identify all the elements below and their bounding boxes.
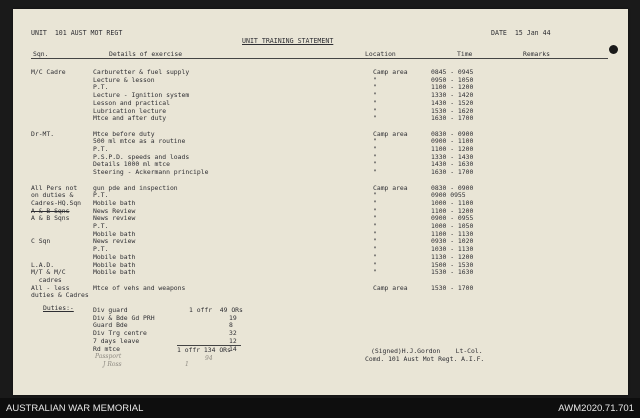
row-sqn: A & B Sqns	[31, 206, 70, 215]
punch-hole	[609, 45, 618, 54]
row-location: "	[373, 83, 377, 92]
duty-name: Div & Bde Gd PRH	[93, 313, 155, 322]
row-time: 1100 - 1130	[431, 229, 474, 238]
row-time: 1000 - 1100	[431, 198, 474, 207]
row-time: 0830 - 0900	[431, 183, 474, 192]
row-detail: Mobile bath	[93, 260, 136, 269]
row-sqn: Dr-MT.	[31, 129, 55, 138]
row-time: 0930 - 1020	[431, 237, 474, 246]
row-location: "	[373, 237, 377, 246]
row-time: 1330 - 1430	[431, 152, 474, 161]
row-detail: Mtce before duty	[93, 129, 155, 138]
row-time: 1630 - 1700	[431, 114, 474, 123]
row-time: 1330 - 1420	[431, 91, 474, 100]
row-time: 1100 - 1200	[431, 83, 474, 92]
row-time: 0900 - 1100	[431, 137, 474, 146]
row-detail: Details 1000 ml mtce	[93, 160, 170, 169]
row-location: "	[373, 114, 377, 123]
row-location: "	[373, 160, 377, 169]
row-sqn: L.A.D.	[31, 260, 55, 269]
row-time: 1500 - 1530	[431, 260, 474, 269]
row-sqn: C Sqn	[31, 237, 51, 246]
row-detail: P.T.	[93, 245, 109, 254]
row-time: 0830 - 0900	[431, 129, 474, 138]
signature-line-2: Comd. 101 Aust Mot Regt. A.I.F.	[365, 355, 485, 363]
duty-quantity: 32	[229, 329, 237, 338]
row-detail: P.S.P.D. speeds and loads	[93, 152, 190, 161]
row-detail: 500 ml mtce as a routine	[93, 137, 186, 146]
archive-footer	[0, 398, 640, 418]
row-detail: P.T.	[93, 191, 109, 200]
row-location: "	[373, 229, 377, 238]
row-detail: Mobile bath	[93, 268, 136, 277]
col-sqn: Sqn.	[33, 50, 49, 58]
statement-title: UNIT TRAINING STATEMENT	[242, 37, 334, 45]
document-page	[13, 9, 628, 395]
col-location: Location	[365, 50, 396, 58]
row-detail: News review	[93, 214, 136, 223]
row-time: 1430 - 1630	[431, 160, 474, 169]
row-sqn: cadres	[31, 275, 62, 284]
row-detail: Lecture & lesson	[93, 75, 155, 84]
row-location: "	[373, 214, 377, 223]
date-heading: DATE 15 Jan 44	[491, 29, 551, 37]
row-location: "	[373, 145, 377, 153]
row-detail: Steering - Ackermann principle	[93, 168, 209, 177]
row-time: 0900 - 0955	[431, 214, 474, 223]
row-location: "	[373, 75, 377, 84]
row-location: "	[373, 245, 377, 254]
col-remarks: Remarks	[523, 50, 550, 58]
duty-name: 7 days leave	[93, 336, 140, 345]
row-location: "	[373, 252, 377, 261]
row-location: "	[373, 222, 377, 230]
row-time: 1530 - 1620	[431, 106, 474, 115]
row-time: 1100 - 1200	[431, 206, 474, 215]
row-detail: P.T.	[93, 83, 109, 92]
pencil-note-1: Passport	[95, 353, 122, 360]
row-detail: Carburetter & fuel supply	[93, 68, 190, 76]
row-sqn: All - less	[31, 283, 70, 292]
duty-name: Guard Bde	[93, 321, 128, 330]
row-location: Camp area	[373, 183, 408, 192]
row-detail: Lecture - Ignition system	[93, 91, 190, 100]
row-location: Camp area	[373, 129, 408, 138]
row-detail: News review	[93, 237, 136, 246]
duty-name: Rd mtce	[93, 344, 120, 353]
row-sqn: duties & Cadres	[31, 291, 89, 300]
row-location: "	[373, 268, 377, 277]
duty-quantity: 14	[229, 344, 237, 353]
duty-quantity: 1 offr 49 ORs	[189, 306, 243, 314]
row-detail: Mtce of vehs and weapons	[93, 283, 186, 292]
row-time: 0950 - 1050	[431, 75, 474, 84]
row-sqn: M/C Cadre	[31, 68, 66, 76]
row-time: 1130 - 1200	[431, 252, 474, 261]
footer-institution: AUSTRALIAN WAR MEMORIAL	[6, 403, 144, 414]
duty-name: Div guard	[93, 306, 128, 314]
footer-accession: AWM2020.71.701	[558, 403, 634, 414]
duty-quantity: 19	[229, 313, 237, 322]
duties-label: Duties:-	[43, 304, 74, 312]
col-details: Details of exercise	[109, 50, 183, 58]
row-sqn: All Pers not	[31, 183, 78, 192]
row-sqn: Cadres-HQ.Sqn	[31, 198, 82, 207]
pencil-note-3: 94	[205, 355, 213, 362]
row-time: 1630 - 1700	[431, 168, 474, 177]
unit-heading: UNIT 101 AUST MOT REGT	[31, 29, 123, 37]
row-time: 1030 - 1130	[431, 245, 474, 254]
row-detail: gun pde and inspection	[93, 183, 178, 192]
row-location: "	[373, 198, 377, 207]
pencil-note-2: J Ross	[103, 361, 122, 368]
row-time: 1100 - 1200	[431, 145, 474, 153]
row-time: 1000 - 1050	[431, 222, 474, 230]
row-detail: News Review	[93, 206, 136, 215]
row-detail: Mtce and after duty	[93, 114, 167, 123]
duty-name: Div Trg centre	[93, 329, 147, 338]
row-location: "	[373, 260, 377, 269]
row-time: 1530 - 1700	[431, 283, 474, 292]
row-detail: Lesson and practical	[93, 98, 170, 107]
row-detail: Mobile bath	[93, 252, 136, 261]
signature-line-1: (Signed)H.J.Gordon Lt-Col.	[371, 347, 483, 355]
row-time: 0900 0955	[431, 191, 466, 200]
row-location: Camp area	[373, 68, 408, 76]
row-location: Camp area	[373, 283, 408, 292]
row-detail: Lubrication lecture	[93, 106, 167, 115]
duties-total: 1 offr 134 ORs	[177, 346, 231, 354]
row-location: "	[373, 152, 377, 161]
row-location: "	[373, 98, 377, 107]
row-detail: Mobile bath	[93, 198, 136, 207]
row-time: 1530 - 1630	[431, 268, 474, 277]
row-location: "	[373, 137, 377, 146]
duty-quantity: 12	[229, 336, 237, 345]
row-location: "	[373, 191, 377, 200]
row-time: 1430 - 1520	[431, 98, 474, 107]
row-detail: P.T.	[93, 222, 109, 230]
duty-quantity: 8	[229, 321, 233, 330]
row-sqn: on duties &	[31, 191, 74, 200]
row-sqn: A & B Sqns	[31, 214, 70, 223]
row-detail: Mobile bath	[93, 229, 136, 238]
row-time: 0845 - 0945	[431, 68, 474, 76]
row-detail: P.T.	[93, 145, 109, 153]
row-location: "	[373, 91, 377, 100]
row-location: "	[373, 206, 377, 215]
pencil-note-4: 1	[185, 361, 189, 368]
row-sqn: M/T & M/C	[31, 268, 66, 277]
col-time: Time	[457, 50, 473, 58]
row-location: "	[373, 168, 377, 177]
row-location: "	[373, 106, 377, 115]
